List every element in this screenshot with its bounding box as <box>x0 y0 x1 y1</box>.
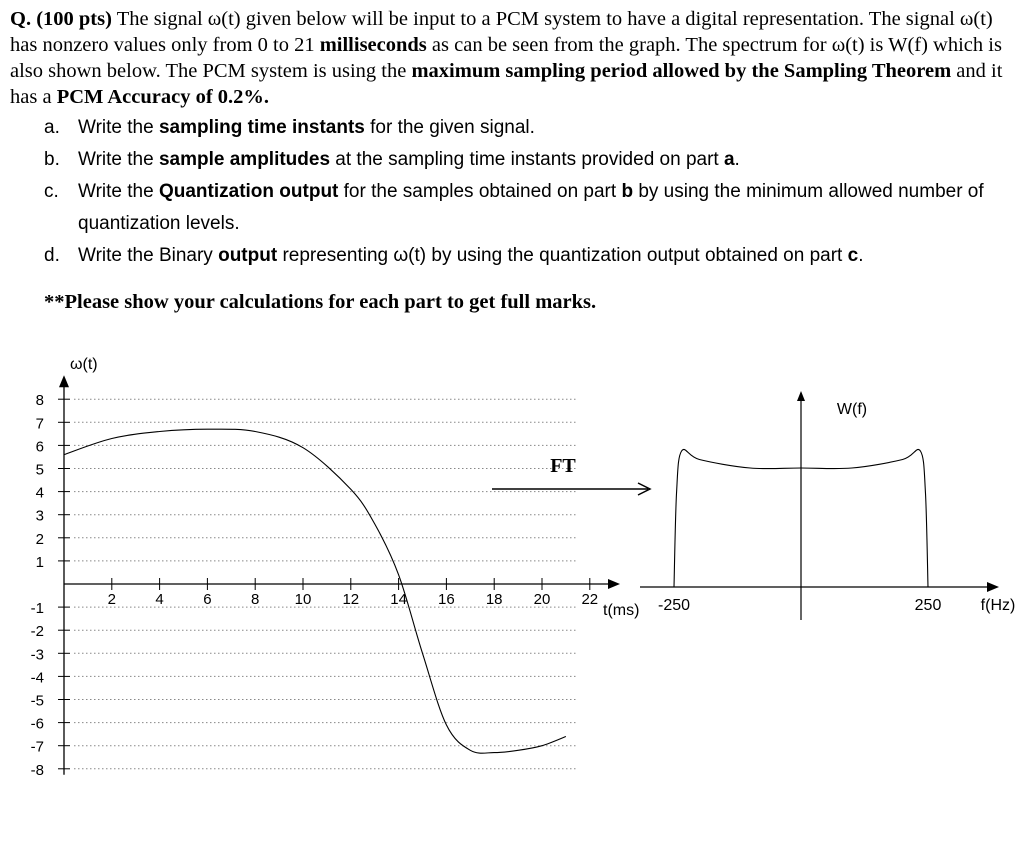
frequency-domain-plot <box>640 391 1015 620</box>
part-text: for the given signal. <box>364 117 535 138</box>
question-text-1: The signal ω(t) given below will be input to a PCM system to have a digital representation. The signal ω(t) has nonzero values only from 0 to 21 <box>10 8 993 56</box>
part-bold: output <box>218 245 278 266</box>
x-tick-label: 18 <box>485 591 503 608</box>
question-prefix: Q. (100 pts) <box>10 8 112 30</box>
part-bold: a <box>723 149 735 170</box>
part-bold: b <box>621 181 634 202</box>
freq-axis-label: f(Hz) <box>980 597 1016 614</box>
question-bold-2: maximum sampling period allowed by the Sampling Theorem <box>411 60 952 82</box>
part-text: . <box>734 149 740 170</box>
y-tick-label: 4 <box>35 484 44 502</box>
y-tick-label: -2 <box>30 623 44 641</box>
y-tick-label: -4 <box>30 669 44 687</box>
part-letter: d. <box>44 245 60 266</box>
part-text: . <box>858 245 864 266</box>
y-tick-label: 2 <box>35 530 44 548</box>
time-domain-plot <box>31 356 640 779</box>
x-tick-label: 8 <box>251 591 260 608</box>
part-text: Write the <box>78 149 159 170</box>
question-text-2: as can be seen from the graph. The spectrum for ω(t) is W(f) which is also shown below. The PCM system is using the <box>10 34 1002 82</box>
x-tick-label: 6 <box>203 591 212 608</box>
y-tick-label: -1 <box>30 600 44 618</box>
part-text: at the sampling time instants provided on part <box>330 149 724 170</box>
y-tick-label: -3 <box>30 646 44 664</box>
part-bold: sampling time instants <box>158 117 365 138</box>
part-bold: c <box>847 245 859 266</box>
y-tick-label: -8 <box>30 761 44 779</box>
part-bold: Quantization output <box>158 181 339 202</box>
part-letter: c. <box>44 181 59 202</box>
y-tick-label: -5 <box>30 692 44 710</box>
x-tick-label: 16 <box>438 591 455 608</box>
x-axis-arrow <box>608 579 620 589</box>
freq-y-axis-arrow <box>797 391 805 401</box>
part-text: Write the Binary <box>78 245 219 266</box>
part-text: Write the <box>78 181 159 202</box>
x-tick-label: 20 <box>533 591 551 608</box>
x-axis-label: t(ms) <box>603 602 640 619</box>
y-tick-label: 8 <box>35 392 44 410</box>
freq-tick-label: -250 <box>657 597 691 614</box>
y-axis-label: ω(t) <box>70 356 98 374</box>
x-tick-label: 14 <box>390 591 407 608</box>
part-text: for the samples obtained on part <box>338 181 622 202</box>
part-text: Write the <box>78 117 159 138</box>
y-tick-label: 6 <box>35 438 44 456</box>
x-tick-label: 12 <box>342 591 360 608</box>
freq-x-axis-arrow <box>987 582 999 592</box>
x-tick-label: 4 <box>155 591 164 608</box>
y-tick-label: 3 <box>35 507 44 525</box>
y-axis-arrow <box>59 375 69 387</box>
x-tick-label: 10 <box>294 591 312 608</box>
y-tick-label: 5 <box>35 461 44 479</box>
ft-label: FT <box>550 455 576 477</box>
part-bold: sample amplitudes <box>158 149 331 170</box>
fourier-transform-arrow <box>492 455 650 495</box>
part-letter: a. <box>44 117 60 138</box>
x-tick-label: 2 <box>107 591 116 608</box>
freq-tick-label: 250 <box>914 597 942 614</box>
part-text: by using the minimum allowed number of quantization levels. <box>78 181 984 234</box>
question-bold-3: PCM Accuracy of 0.2%. <box>56 86 270 108</box>
part-letter: b. <box>44 149 60 170</box>
y-tick-label: -6 <box>30 715 44 733</box>
y-tick-label: -7 <box>30 738 44 756</box>
spectrum-title: W(f) <box>836 401 868 418</box>
question-bold-1: milliseconds <box>319 34 427 56</box>
part-text: representing ω(t) by using the quantization output obtained on part <box>277 245 848 266</box>
instructions-note: **Please show your calculations for each part to get full marks. <box>44 291 597 313</box>
y-tick-label: 1 <box>35 553 44 571</box>
y-tick-label: 7 <box>35 415 44 433</box>
question-text-3: and it has a <box>10 60 1003 108</box>
x-tick-label: 22 <box>581 591 599 608</box>
